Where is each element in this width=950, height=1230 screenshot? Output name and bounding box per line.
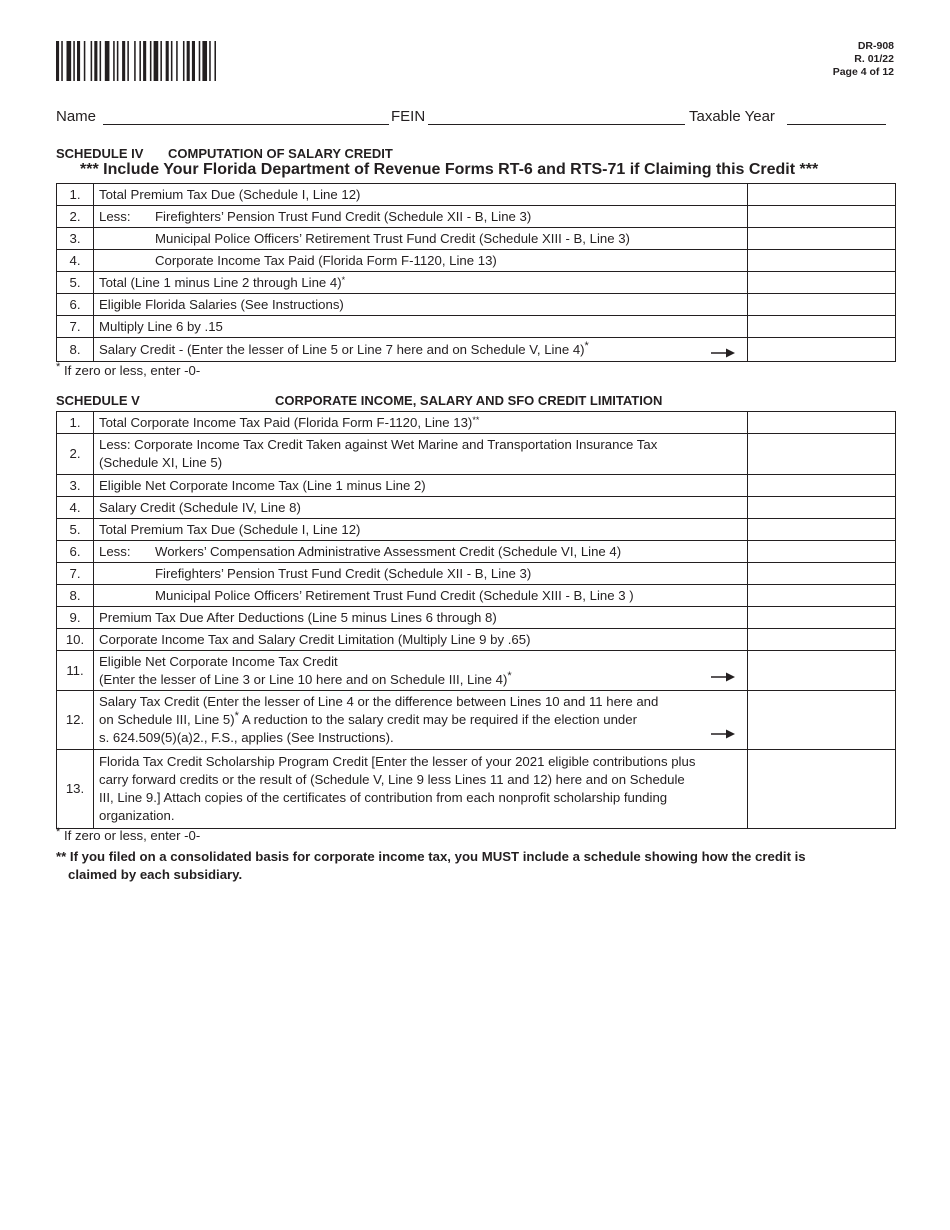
line-number: 13. — [57, 750, 94, 829]
schedule-v-line-5 — [57, 519, 896, 541]
line-number: 6. — [57, 541, 94, 563]
line-description: Total (Line 1 minus Line 2 through Line 4) — [99, 274, 342, 290]
schedule-iv-line-7 — [57, 316, 896, 338]
schedule-iv-line-3 — [57, 228, 896, 250]
form-revision: R. 01/22 — [854, 53, 894, 65]
name-label: Name — [56, 108, 97, 125]
schedule-v-line-1 — [57, 412, 896, 434]
schedule-iv-banner: *** Include Your Florida Department of Revenue Forms RT-6 and RTS-71 if Claiming this Credit *** — [80, 161, 819, 178]
barcode-image — [56, 41, 278, 81]
line-description-cont: s. 624.509(5)(a)2., F.S., applies (See Instructions). — [99, 730, 394, 745]
line-number: 7. — [57, 563, 94, 585]
footnote-text: If zero or less, enter -0- — [63, 828, 201, 843]
line-description: Corporate Income Tax Paid (Florida Form F-1120, Line 13) — [155, 252, 497, 268]
schedule-iv-table — [56, 183, 896, 362]
line-description-cont: on Schedule III, Line 5) — [99, 712, 235, 727]
line-description: Workers’ Compensation Administrative Assessment Credit (Schedule VI, Line 4) — [155, 543, 622, 559]
line-description-cont: (Schedule XI, Line 5) — [99, 455, 223, 470]
amount-field[interactable] — [748, 497, 896, 519]
schedule-v-line-11 — [57, 651, 896, 691]
line-number: 2. — [57, 206, 94, 228]
consolidated-basis-note — [56, 848, 896, 884]
schedule-v-line-6 — [57, 541, 896, 563]
line-number: 3. — [57, 475, 94, 497]
amount-field[interactable] — [748, 541, 896, 563]
amount-field[interactable] — [748, 294, 896, 316]
identification-row — [56, 108, 896, 128]
footnote-mark: * — [584, 339, 589, 352]
schedule-v-line-3 — [57, 475, 896, 497]
schedule-iv-line-2 — [57, 206, 896, 228]
line-number: 5. — [57, 272, 94, 294]
line-description: Eligible Net Corporate Income Tax Credit — [99, 653, 338, 669]
amount-field[interactable] — [748, 272, 896, 294]
line-description: Less: Corporate Income Tax Credit Taken against Wet Marine and Transportation Insurance Tax — [99, 437, 658, 452]
taxable-year-field[interactable] — [787, 124, 886, 125]
form-identifier — [833, 40, 894, 79]
name-field[interactable] — [103, 124, 389, 125]
line-number: 8. — [57, 585, 94, 607]
line-description: Corporate Income Tax and Salary Credit Limitation (Multiply Line 9 by .65) — [94, 629, 748, 651]
consolidated-note-line-2: claimed by each subsidiary. — [68, 867, 243, 882]
schedule-v-line-4 — [57, 497, 896, 519]
page-number: Page 4 of 12 — [832, 66, 894, 78]
line-description: Firefighters’ Pension Trust Fund Credit (Schedule XII - B, Line 3) — [155, 208, 532, 224]
line-number: 3. — [57, 228, 94, 250]
line-number: 1. — [57, 184, 94, 206]
form-number: DR-908 — [857, 40, 894, 52]
schedule-iv-line-8 — [57, 338, 896, 362]
line-number: 9. — [57, 607, 94, 629]
amount-field[interactable] — [748, 434, 896, 475]
footnote-mark: ** — [472, 414, 480, 425]
line-description: Premium Tax Due After Deductions (Line 5 minus Lines 6 through 8) — [94, 607, 748, 629]
schedule-v-footnote — [56, 828, 200, 843]
schedule-v-line-12 — [57, 691, 896, 750]
line-description: Total Corporate Income Tax Paid (Florida Form F-1120, Line 13) — [99, 414, 473, 430]
schedule-v-label: SCHEDULE V — [56, 393, 140, 408]
schedule-iv-line-4 — [57, 250, 896, 272]
line-description-cont: organization. — [99, 808, 175, 823]
footnote-mark: * — [341, 274, 346, 285]
line-number: 11. — [57, 651, 94, 691]
arrow-right-icon — [711, 728, 735, 740]
less-label: Less: — [99, 208, 131, 224]
line-description: Eligible Net Corporate Income Tax (Line 1 minus Line 2) — [94, 475, 748, 497]
footnote-mark: * — [56, 826, 61, 838]
fein-field[interactable] — [428, 124, 685, 125]
amount-field[interactable] — [748, 607, 896, 629]
line-description: Municipal Police Officers’ Retirement Trust Fund Credit (Schedule XIII - B, Line 3 ) — [155, 587, 634, 603]
schedule-v-line-13 — [57, 750, 896, 829]
schedule-v-table — [56, 411, 896, 829]
line-number: 12. — [57, 691, 94, 750]
line-number: 8. — [57, 338, 94, 362]
amount-field[interactable] — [748, 250, 896, 272]
amount-field[interactable] — [748, 412, 896, 434]
amount-field[interactable] — [748, 338, 896, 362]
schedule-v-line-9 — [57, 607, 896, 629]
line-description-cont: III, Line 9.] Attach copies of the certificates of contribution from each nonprofit scholarship funding — [99, 790, 668, 805]
amount-field[interactable] — [748, 651, 896, 691]
schedule-iv-line-6 — [57, 294, 896, 316]
amount-field[interactable] — [748, 563, 896, 585]
line-description: Eligible Florida Salaries (See Instructions) — [94, 294, 748, 316]
taxable-year-label: Taxable Year — [689, 108, 775, 125]
amount-field[interactable] — [748, 750, 896, 829]
schedule-iv-label: SCHEDULE IV — [56, 146, 144, 161]
amount-field[interactable] — [748, 228, 896, 250]
schedule-iv-line-1 — [57, 184, 896, 206]
line-number: 6. — [57, 294, 94, 316]
amount-field[interactable] — [748, 519, 896, 541]
footnote-mark: * — [507, 669, 512, 682]
amount-field[interactable] — [748, 691, 896, 750]
line-description: Firefighters’ Pension Trust Fund Credit (Schedule XII - B, Line 3) — [155, 565, 532, 581]
line-description-cont: (Enter the lesser of Line 3 or Line 10 here and on Schedule III, Line 4) — [99, 671, 508, 687]
line-description: Multiply Line 6 by .15 — [94, 316, 748, 338]
schedule-iv-line-5 — [57, 272, 896, 294]
arrow-right-icon — [711, 671, 735, 683]
line-number: 10. — [57, 629, 94, 651]
footnote-mark: * — [234, 710, 239, 722]
arrow-right-icon — [711, 347, 735, 359]
amount-field[interactable] — [748, 585, 896, 607]
line-number: 7. — [57, 316, 94, 338]
schedule-v-title: CORPORATE INCOME, SALARY AND SFO CREDIT LIMITATION — [275, 393, 663, 408]
schedule-iv-footnote — [56, 363, 200, 378]
amount-field[interactable] — [748, 206, 896, 228]
line-description: Salary Tax Credit (Enter the lesser of Line 4 or the difference between Lines 10 and 11 here and — [99, 694, 659, 709]
line-description: Salary Credit - (Enter the lesser of Line 5 or Line 7 here and on Schedule V, Line 4) — [99, 341, 585, 357]
line-description-cont: A reduction to the salary credit may be required if the election under — [238, 712, 637, 727]
line-description: Total Premium Tax Due (Schedule I, Line 12) — [94, 519, 748, 541]
amount-field[interactable] — [748, 184, 896, 206]
line-number: 1. — [57, 412, 94, 434]
line-description: Salary Credit (Schedule IV, Line 8) — [94, 497, 748, 519]
schedule-v-line-8 — [57, 585, 896, 607]
footnote-mark: * — [56, 361, 61, 373]
fein-label: FEIN — [391, 108, 426, 125]
schedule-v-line-10 — [57, 629, 896, 651]
consolidated-note-line-1: ** If you filed on a consolidated basis for corporate income tax, you MUST include a schedule showing how the credit is — [56, 849, 806, 864]
line-number: 5. — [57, 519, 94, 541]
amount-field[interactable] — [748, 475, 896, 497]
schedule-v-line-2 — [57, 434, 896, 475]
line-description-cont: carry forward credits or the result of (Schedule V, Line 9 less Lines 11 and 12) here and on Schedule — [99, 772, 685, 787]
line-description: Florida Tax Credit Scholarship Program Credit [Enter the lesser of your 2021 eligible contributions plus — [99, 754, 696, 769]
line-number: 4. — [57, 497, 94, 519]
line-description: Municipal Police Officers’ Retirement Trust Fund Credit (Schedule XIII - B, Line 3) — [155, 230, 630, 246]
schedule-iv-title: COMPUTATION OF SALARY CREDIT — [168, 146, 393, 161]
footnote-text: If zero or less, enter -0- — [63, 363, 201, 378]
line-number: 4. — [57, 250, 94, 272]
line-number: 2. — [57, 434, 94, 475]
less-label: Less: — [99, 543, 131, 559]
schedule-v-line-7 — [57, 563, 896, 585]
line-description: Total Premium Tax Due (Schedule I, Line 12) — [94, 184, 748, 206]
amount-field[interactable] — [748, 629, 896, 651]
amount-field[interactable] — [748, 316, 896, 338]
